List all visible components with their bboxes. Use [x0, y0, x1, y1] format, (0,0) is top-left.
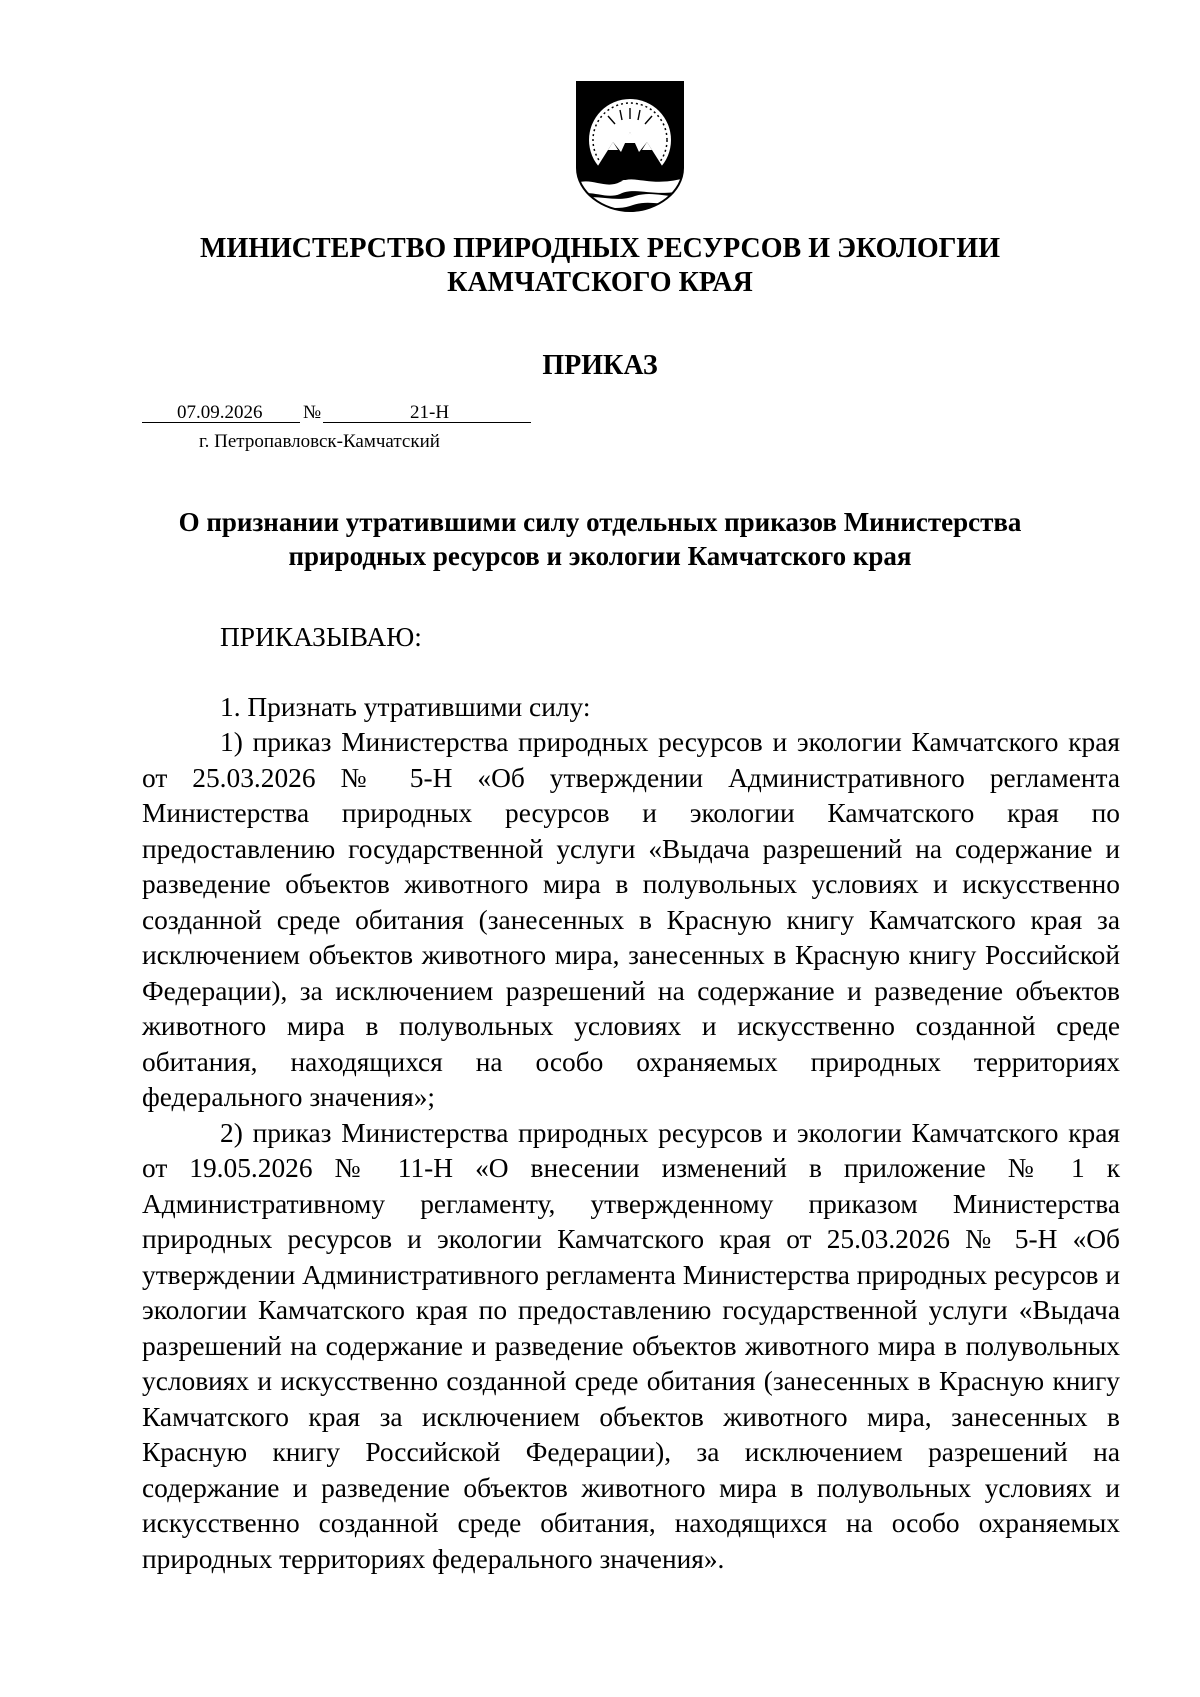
order-command: ПРИКАЗЫВАЮ:	[220, 622, 422, 652]
ministry-name-line2: КАМЧАТСКОГО КРАЯ	[447, 267, 753, 298]
coat-of-arms-emblem	[575, 80, 685, 213]
subject-line1: О признании утратившими силу отдельных приказов Министерства	[178, 507, 1022, 537]
document-type-title: ПРИКАЗ	[542, 350, 658, 381]
order-item-1: 1. Признать утратившими силу:	[220, 691, 591, 722]
order-date: 07.09.2026	[177, 402, 263, 423]
number-sign: №	[303, 402, 322, 423]
order-subitem-2: 2) приказ Министерства природных ресурсов и экологии Камчатского края от 19.05.2026 № 11-Н «О внесении изменений в приложение № 1 к Административному регламенту, утвержденному приказом Министерства природных ресурсов и экологии Камчатского края от 25.03.2026 № 5-Н «Об утверждении Административного регламента Министерства природных ресурсов и экологии Камчатского края по предоставлению государственной услуги «Выдача разрешений на содержание и разведение объектов животного мира в полувольных условиях и искусственно созданной среде обитания (занесенных в Красную книгу Камчатского края за исключением объектов животного мира, занесенных в Красную книгу Российской Федерации), за исключением разрешений на содержание и разведение объектов животного мира в полувольных условиях и искусственно созданной среде обитания, находящихся на особо охраняемых природных территориях федерального значения».	[142, 1117, 1120, 1574]
ministry-name-line1: МИНИСТЕРСТВО ПРИРОДНЫХ РЕСУРСОВ И ЭКОЛОГИИ	[200, 233, 1000, 264]
city-name: г. Петропавловск-Камчатский	[199, 431, 440, 452]
order-subitem-1: 1) приказ Министерства природных ресурсов и экологии Камчатского края от 25.03.2026 № 5-Н «Об утверждении Административного регламента Министерства природных ресурсов и экологии Камчатского края по предоставлению государственной услуги «Выдача разрешений на содержание и разведение объектов животного мира в полувольных условиях и искусственно созданной среде обитания (занесенных в Красную книгу Камчатского края за исключением объектов животного мира, занесенных в Красную книгу Российской Федерации), за исключением разрешений на содержание и разведение объектов животного мира в полувольных условиях и искусственно созданной среде обитания, находящихся на особо охраняемых природных территориях федерального значения»;	[142, 727, 1120, 1112]
subject-line2: природных ресурсов и экологии Камчатского края	[288, 541, 912, 571]
order-body	[142, 620, 1120, 1577]
order-number: 21-Н	[410, 402, 450, 423]
